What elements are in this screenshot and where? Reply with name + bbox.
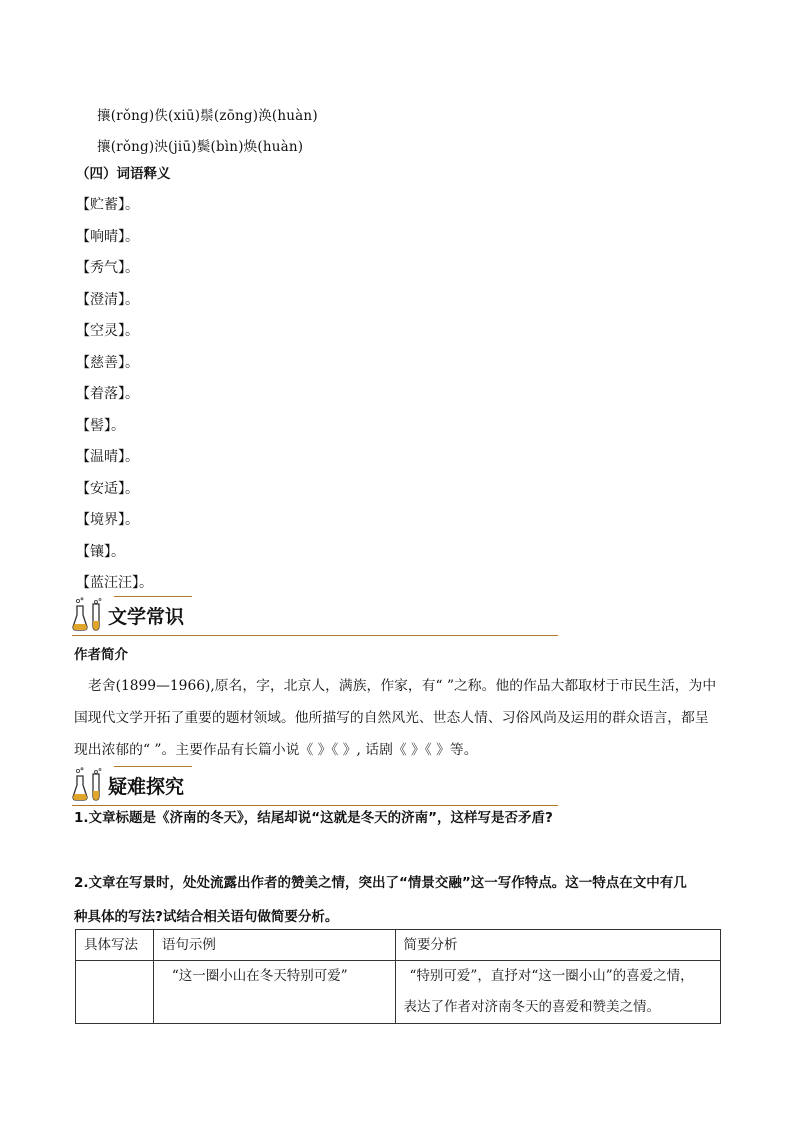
author-intro-line-2: 国现代文学开拓了重要的题材领域。他所描写的自然风光、世态人情、习俗风尚及运用的群众语言，都呈 — [74, 710, 709, 726]
analysis-line-1: “特别可爱”，直抒对“这一圈小山”的喜爱之情， — [409, 968, 694, 984]
table-header-method: 具体写法 — [76, 930, 154, 961]
problems-header — [72, 766, 558, 806]
author-intro-line-3: 现出浓郁的“ ”。主要作品有长篇小说《 》《 》, 话剧《 》《 》等。 — [74, 742, 478, 758]
author-intro-title: 作者简介 — [74, 647, 128, 663]
vocab-item: 【蓝汪汪】。 — [76, 575, 153, 591]
question-2-line-2: 种具体的写法?试结合相关语句做简要分析。 — [74, 909, 339, 925]
vocab-item: 【澄清】。 — [76, 291, 139, 308]
vocab-item: 【贮蓄】。 — [76, 197, 139, 213]
header-bottom-rule — [72, 635, 558, 636]
analysis-line-2: 表达了作者对济南冬天的喜爱和赞美之情。 — [403, 999, 661, 1015]
vocab-item: 【温晴】。 — [76, 449, 139, 465]
example-text: “这一圈小山在冬天特别可爱” — [171, 968, 348, 984]
vocab-item: 【秀气】。 — [76, 260, 139, 276]
question-1: 1.文章标题是《济南的冬天》，结尾却说“这就是冬天的济南”，这样写是否矛盾? — [74, 810, 553, 826]
vocab-heading: （四）词语释义 — [76, 166, 171, 182]
vocab-item: 【境界】。 — [76, 512, 139, 528]
literature-header-title: 文学常识 — [108, 606, 185, 628]
table-header-analysis: 简要分析 — [395, 930, 720, 961]
header-top-rule — [114, 596, 192, 597]
vocab-item: 【着落】。 — [76, 386, 139, 402]
vocab-item: 【慈善】。 — [76, 354, 139, 371]
pinyin-line-2: 攘(rǒng)泱(jiū)鬓(bìn)焕(huàn) — [97, 139, 304, 155]
vocab-item: 【镶】。 — [76, 543, 125, 560]
vocab-item: 【安适】。 — [76, 480, 139, 497]
table-header-example: 语句示例 — [153, 930, 395, 961]
flask-icon — [72, 767, 104, 801]
question-2 — [74, 866, 724, 934]
table-header-row — [76, 930, 721, 961]
literature-header — [72, 596, 558, 636]
problems-header-title: 疑难探究 — [108, 776, 185, 798]
author-intro-paragraph — [74, 670, 722, 766]
table-cell-analysis — [395, 961, 720, 1024]
table-row — [76, 961, 721, 1024]
table-cell-method — [76, 961, 154, 1024]
vocab-item: 【髻】。 — [76, 417, 125, 434]
question-2-line-1: 2.文章在写景时，处处流露出作者的赞美之情，突出了“情景交融”这一写作特点。这一特点在文中有几 — [74, 875, 687, 891]
flask-icon — [72, 597, 104, 631]
vocab-item: 【响晴】。 — [76, 228, 139, 245]
table-cell-example — [153, 961, 395, 1024]
analysis-table — [75, 929, 721, 1024]
author-intro-line-1: 老舍(1899—1966),原名，字，北京人，满族，作家，有“ ”之称。他的作品大都取材于市民生活，为中 — [88, 678, 717, 694]
vocab-item: 【空灵】。 — [76, 323, 139, 339]
header-top-rule — [114, 766, 192, 767]
pinyin-line-1: 攘(rǒng)佚(xiū)鬃(zōng)涣(huàn) — [97, 108, 318, 124]
